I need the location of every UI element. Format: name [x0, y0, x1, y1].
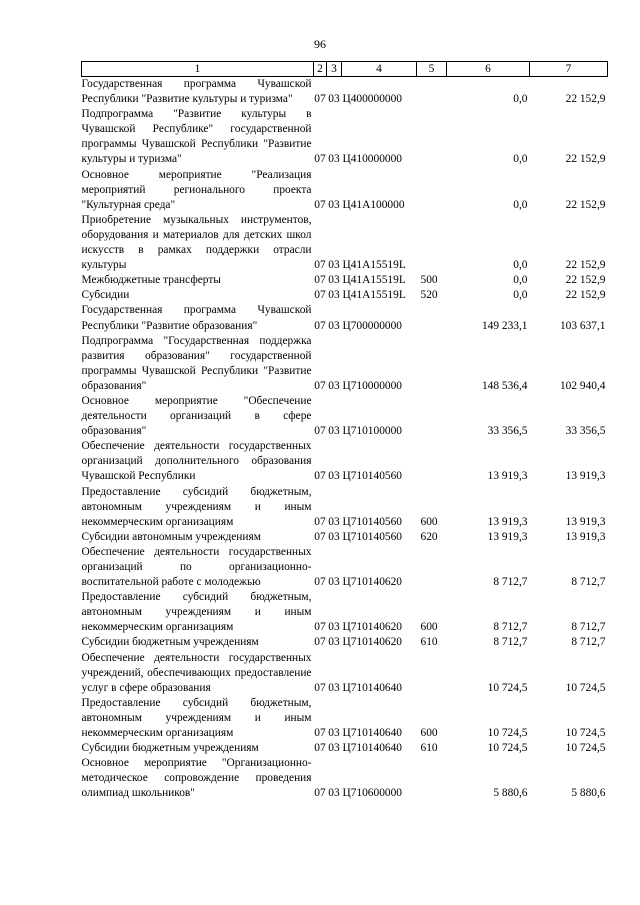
header-col-1: 1 — [82, 62, 314, 77]
row-amount-col7: 22 152,9 — [565, 198, 606, 211]
row-expense-type — [417, 107, 447, 167]
row-subsection: 03 — [328, 93, 340, 106]
table-row — [82, 485, 608, 530]
row-subsection: 03 — [328, 681, 340, 694]
table-header-row — [82, 62, 608, 77]
row-amount-col7: 8 712,7 — [571, 621, 606, 634]
table-row — [82, 590, 608, 635]
row-section: 07 — [314, 787, 326, 800]
table-row — [82, 168, 608, 213]
row-subsection: 03 — [328, 727, 340, 740]
row-expense-type: 600 — [420, 515, 438, 528]
row-expense-type: 520 — [420, 289, 438, 302]
row-section: 07 — [314, 289, 326, 302]
row-description: Субсидии бюджетным учреждениям — [81, 636, 259, 649]
row-subsection: 03 — [328, 259, 340, 272]
header-col-5: 5 — [417, 62, 447, 77]
row-subsection: 03 — [328, 636, 340, 649]
row-amount-col6: 13 919,3 — [487, 515, 528, 528]
row-description: Основное мероприятие "Организационно-методическое сопровождение проведения олимпиад школьников" — [81, 757, 312, 800]
table-row — [82, 334, 608, 394]
row-description: Обеспечение деятельности государственных организаций по организационно-воспитательной работе с молодежью — [81, 545, 312, 589]
row-section: 07 — [314, 470, 326, 483]
row-subsection: 03 — [328, 470, 340, 483]
row-amount-col7: 102 940,4 — [559, 379, 606, 392]
row-section: 07 — [314, 425, 326, 438]
row-expense-type: 620 — [420, 530, 438, 543]
row-amount-col7: 22 152,9 — [565, 289, 606, 302]
row-amount-col7: 10 724,5 — [565, 681, 606, 694]
row-expense-type — [417, 303, 447, 333]
row-amount-col6: 8 712,7 — [493, 576, 528, 589]
row-expense-type: 600 — [420, 621, 438, 634]
row-expense-type — [417, 168, 447, 213]
row-subsection: 03 — [328, 742, 340, 755]
row-expense-type: 600 — [420, 727, 438, 740]
row-amount-col7: 10 724,5 — [565, 742, 606, 755]
row-expense-type — [417, 394, 447, 439]
table-row — [82, 394, 608, 439]
row-target-article: Ц710140560 — [342, 470, 402, 483]
header-col-4: 4 — [342, 62, 417, 77]
table-row — [82, 303, 608, 333]
row-target-article: Ц41А15519L — [342, 259, 406, 272]
row-target-article: Ц710140620 — [342, 636, 402, 649]
row-subsection: 03 — [328, 425, 340, 438]
table-row — [82, 756, 608, 801]
row-target-article: Ц710140640 — [342, 681, 402, 694]
row-target-article: Ц700000000 — [342, 319, 402, 332]
row-amount-col7: 10 724,5 — [565, 727, 606, 740]
row-description: Предоставление субсидий бюджетным, автономным учреждениям и иным некоммерческим организациям — [81, 485, 312, 528]
row-amount-col7: 22 152,9 — [565, 153, 606, 166]
row-section: 07 — [314, 636, 326, 649]
table-row — [82, 545, 608, 590]
table-row — [82, 530, 608, 545]
row-target-article: Ц400000000 — [342, 93, 402, 106]
row-description: Основное мероприятие "Обеспечение деятельности организаций в сфере образования" — [81, 394, 312, 438]
table-row — [82, 696, 608, 741]
row-amount-col7: 5 880,6 — [571, 787, 606, 800]
row-subsection: 03 — [328, 319, 340, 332]
row-section: 07 — [314, 153, 326, 166]
row-description: Государственная программа Чувашской Республики "Развитие образования" — [81, 304, 312, 332]
row-subsection: 03 — [328, 576, 340, 589]
row-expense-type — [417, 756, 447, 801]
table-row — [82, 651, 608, 696]
row-section: 07 — [314, 274, 326, 287]
table-row — [82, 77, 608, 108]
row-amount-col7: 22 152,9 — [565, 274, 606, 287]
row-target-article: Ц710100000 — [342, 425, 402, 438]
row-amount-col6: 10 724,5 — [487, 727, 528, 740]
row-target-article: Ц710140560 — [342, 515, 402, 528]
row-description: Субсидии автономным учреждениям — [81, 530, 261, 543]
row-expense-type — [417, 545, 447, 590]
row-description: Предоставление субсидий бюджетным, автономным учреждениям и иным некоммерческим организациям — [81, 696, 312, 740]
row-target-article: Ц710000000 — [342, 379, 402, 392]
table-row — [82, 273, 608, 288]
row-section: 07 — [314, 727, 326, 740]
row-amount-col7: 8 712,7 — [571, 636, 606, 649]
row-section: 07 — [314, 319, 326, 332]
row-amount-col6: 13 919,3 — [487, 470, 528, 483]
header-col-7: 7 — [530, 62, 608, 77]
row-section: 07 — [314, 576, 326, 589]
row-expense-type — [417, 651, 447, 696]
row-section: 07 — [314, 515, 326, 528]
row-target-article: Ц41А15519L — [342, 274, 406, 287]
row-description: Подпрограмма "Государственная поддержка развития образования" государственной программы Чувашской Республики "Развитие образования" — [81, 334, 312, 392]
table-row — [82, 288, 608, 303]
row-section: 07 — [314, 530, 326, 543]
row-amount-col6: 10 724,5 — [487, 681, 528, 694]
row-amount-col6: 13 919,3 — [487, 530, 528, 543]
row-section: 07 — [314, 259, 326, 272]
row-amount-col6: 10 724,5 — [487, 742, 528, 755]
row-subsection: 03 — [328, 198, 340, 211]
table-row — [82, 741, 608, 756]
row-amount-col6: 0,0 — [513, 259, 528, 272]
row-amount-col6: 0,0 — [513, 289, 528, 302]
row-section: 07 — [314, 742, 326, 755]
row-expense-type — [417, 77, 447, 108]
table-row — [82, 635, 608, 650]
header-col-6: 6 — [447, 62, 530, 77]
row-amount-col6: 148 536,4 — [481, 379, 528, 392]
row-description: Основное мероприятие "Реализация мероприятий регионального проекта "Культурная среда" — [81, 168, 312, 211]
row-expense-type — [417, 213, 447, 273]
row-target-article: Ц410000000 — [342, 153, 402, 166]
row-amount-col7: 13 919,3 — [565, 470, 606, 483]
table-body — [82, 77, 608, 802]
row-subsection: 03 — [328, 530, 340, 543]
row-expense-type: 610 — [420, 742, 438, 755]
row-amount-col7: 33 356,5 — [565, 425, 606, 438]
row-subsection: 03 — [328, 379, 340, 392]
row-section: 07 — [314, 198, 326, 211]
row-expense-type: 610 — [420, 636, 438, 649]
row-expense-type: 500 — [420, 274, 438, 287]
row-target-article: Ц710140620 — [342, 576, 402, 589]
row-amount-col7: 103 637,1 — [559, 319, 606, 332]
row-expense-type — [417, 439, 447, 484]
row-section: 07 — [314, 621, 326, 634]
row-description: Подпрограмма "Развитие культуры в Чувашской Республике" государственной программы Чувашской Республики "Развитие культуры и туризма" — [81, 108, 312, 166]
row-amount-col7: 22 152,9 — [565, 93, 606, 106]
row-amount-col6: 33 356,5 — [487, 425, 528, 438]
row-target-article: Ц710140640 — [342, 727, 402, 740]
row-target-article: Ц41А15519L — [342, 289, 406, 302]
row-description: Обеспечение деятельности государственных учреждений, обеспечивающих предоставление услуг в сфере образования — [81, 651, 312, 694]
row-section: 07 — [314, 379, 326, 392]
row-subsection: 03 — [328, 274, 340, 287]
row-amount-col6: 0,0 — [513, 274, 528, 287]
row-amount-col6: 5 880,6 — [493, 787, 528, 800]
row-description: Межбюджетные трансферты — [81, 274, 221, 287]
row-amount-col7: 13 919,3 — [565, 530, 606, 543]
row-amount-col6: 0,0 — [513, 153, 528, 166]
page-number: 96 — [314, 37, 326, 51]
header-col-2: 2 — [314, 62, 327, 77]
row-subsection: 03 — [328, 153, 340, 166]
row-description: Предоставление субсидий бюджетным, автономным учреждениям и иным некоммерческим организациям — [81, 591, 312, 634]
table-row — [82, 439, 608, 484]
row-section: 07 — [314, 681, 326, 694]
row-amount-col6: 8 712,7 — [493, 636, 528, 649]
row-description: Обеспечение деятельности государственных организаций дополнительного образования Чувашской Республики — [81, 440, 312, 483]
header-col-3: 3 — [327, 62, 342, 77]
row-target-article: Ц710140620 — [342, 621, 402, 634]
row-amount-col7: 22 152,9 — [565, 259, 606, 272]
row-subsection: 03 — [328, 621, 340, 634]
row-amount-col6: 8 712,7 — [493, 621, 528, 634]
row-subsection: 03 — [328, 515, 340, 528]
row-section: 07 — [314, 93, 326, 106]
row-description: Субсидии — [81, 289, 130, 302]
row-description: Субсидии бюджетным учреждениям — [81, 742, 259, 755]
row-subsection: 03 — [328, 289, 340, 302]
row-description: Приобретение музыкальных инструментов, оборудования и материалов для детских школ искусств в рамках поддержки отрасли культуры — [81, 213, 312, 272]
row-subsection: 03 — [328, 787, 340, 800]
row-amount-col6: 0,0 — [513, 93, 528, 106]
row-amount-col6: 0,0 — [513, 198, 528, 211]
row-target-article: Ц710140640 — [342, 742, 402, 755]
table-row — [82, 107, 608, 167]
row-target-article: Ц41А100000 — [342, 198, 405, 211]
row-target-article: Ц710600000 — [342, 787, 402, 800]
row-expense-type — [417, 334, 447, 394]
budget-table — [81, 61, 608, 802]
table-row — [82, 213, 608, 273]
row-description: Государственная программа Чувашской Республики "Развитие культуры и туризма" — [81, 78, 312, 106]
row-amount-col7: 13 919,3 — [565, 515, 606, 528]
row-amount-col6: 149 233,1 — [481, 319, 528, 332]
row-amount-col7: 8 712,7 — [571, 576, 606, 589]
row-target-article: Ц710140560 — [342, 530, 402, 543]
